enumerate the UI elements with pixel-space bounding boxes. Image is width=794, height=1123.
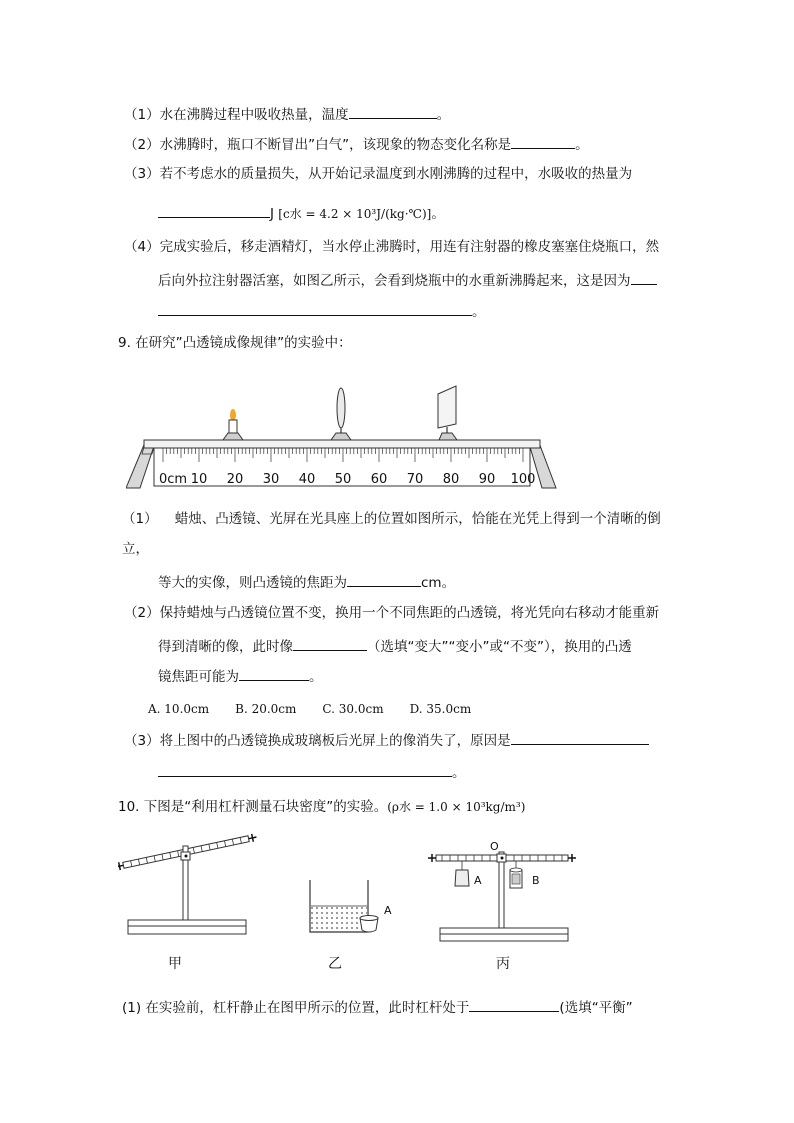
ruler-label: 40 — [298, 472, 316, 487]
label-o: O — [490, 840, 499, 853]
answer-blank[interactable] — [347, 572, 421, 587]
q10-part1: (1) 在实验前，杠杆静止在图甲所示的位置，此时杠杆处于 (选填“平衡” — [122, 997, 633, 1017]
answer-blank[interactable] — [239, 666, 309, 681]
label-a-yi: A — [384, 904, 392, 917]
answer-blank[interactable] — [631, 270, 657, 285]
q8-part1: （1）水在沸腾过程中吸收热量，温度 。 — [124, 104, 450, 124]
ruler-label: 20 — [226, 472, 244, 487]
answer-blank[interactable] — [158, 762, 452, 777]
candle — [223, 409, 243, 440]
answer-blank[interactable] — [511, 134, 575, 149]
ruler-label: 10 — [190, 472, 208, 487]
answer-blank[interactable] — [511, 730, 649, 745]
q8-part3: （3）若不考虑水的质量损失，从开始记录温度到水刚沸腾的过程中，水吸收的热量为 — [124, 166, 633, 182]
light-screen — [438, 386, 457, 440]
q9-part3-line2: 。 — [158, 762, 466, 782]
q9-part2-line2: 得到清晰的像，此时像 （选填“变大”“变小”或“不变”），换用的凸透 — [158, 636, 632, 656]
ruler-label: 50 — [334, 472, 352, 487]
ruler-label: 60 — [370, 472, 388, 487]
figure-label-jia: 甲 — [168, 956, 182, 972]
ruler-label: 100 — [510, 472, 536, 487]
ruler-label: 30 — [262, 472, 280, 487]
answer-blank[interactable] — [158, 203, 270, 218]
q9-title: 9. 在研究”凸透镜成像规律”的实验中： — [118, 335, 352, 351]
q9-part1-line3: 等大的实像，则凸透镜的焦距为 cm。 — [158, 572, 455, 592]
q9-part3: （3）将上图中的凸透镜换成玻璃板后光屏上的像消失了，原因是 — [124, 730, 649, 750]
label-a-bing: A — [474, 874, 482, 887]
ruler-label: 80 — [442, 472, 460, 487]
figure-jia-lever — [118, 832, 258, 942]
figure-label-yi: 乙 — [328, 956, 342, 972]
q8-part4: （4）完成实验后，移走酒精灯，当水停止沸腾时，用连有注射器的橡皮塞塞住烧瓶口，然 — [124, 239, 660, 255]
q9-part2-line3: 镜焦距可能为 。 — [158, 666, 323, 686]
q9-part1: （1） 蜡烛、凸透镜、光屏在光具座上的位置如图所示，恰能在光凭上得到一个清晰的倒 — [122, 511, 661, 527]
q9-part1-line2: 立， — [122, 541, 149, 557]
option-b[interactable]: B. 20.0cm — [235, 702, 297, 716]
q8-part2: （2）水沸腾时，瓶口不断冒出”白气”，该现象的物态变化名称是 。 — [124, 134, 589, 154]
convex-lens — [331, 388, 351, 440]
option-d[interactable]: D. 35.0cm — [409, 702, 472, 716]
q8-part3-answer: J [c水 = 4.2 × 10³J/(kg·℃)]。 — [158, 203, 445, 223]
optical-bench-figure — [126, 384, 558, 490]
answer-blank[interactable] — [293, 636, 367, 651]
option-c[interactable]: C. 30.0cm — [322, 702, 384, 716]
ruler-label: 70 — [406, 472, 424, 487]
answer-blank[interactable] — [469, 997, 559, 1012]
figure-yi-beaker — [300, 876, 400, 940]
q8-part4-line3: 。 — [158, 301, 486, 321]
ruler-label: 0cm — [159, 472, 188, 487]
q9-options — [148, 700, 497, 718]
figure-bing-lever — [428, 838, 578, 942]
answer-blank[interactable] — [349, 104, 437, 119]
answer-blank[interactable] — [158, 301, 472, 316]
q8-part4-line2: 后向外拉注射器活塞，如图乙所示，会看到烧瓶中的水重新沸腾起来，这是因为 — [158, 270, 657, 290]
q10-title: 10. 下图是“利用杠杆测量石块密度”的实验。(ρ水 = 1.0 × 10³kg/m³) — [118, 799, 526, 815]
option-a[interactable]: A. 10.0cm — [148, 702, 210, 716]
figure-label-bing: 丙 — [496, 956, 510, 972]
ruler-label: 90 — [478, 472, 496, 487]
q9-part2: （2）保持蜡烛与凸透镜位置不变，换用一个不同焦距的凸透镜，将光凭向右移动才能重新 — [124, 605, 660, 621]
label-b: B — [532, 874, 540, 887]
